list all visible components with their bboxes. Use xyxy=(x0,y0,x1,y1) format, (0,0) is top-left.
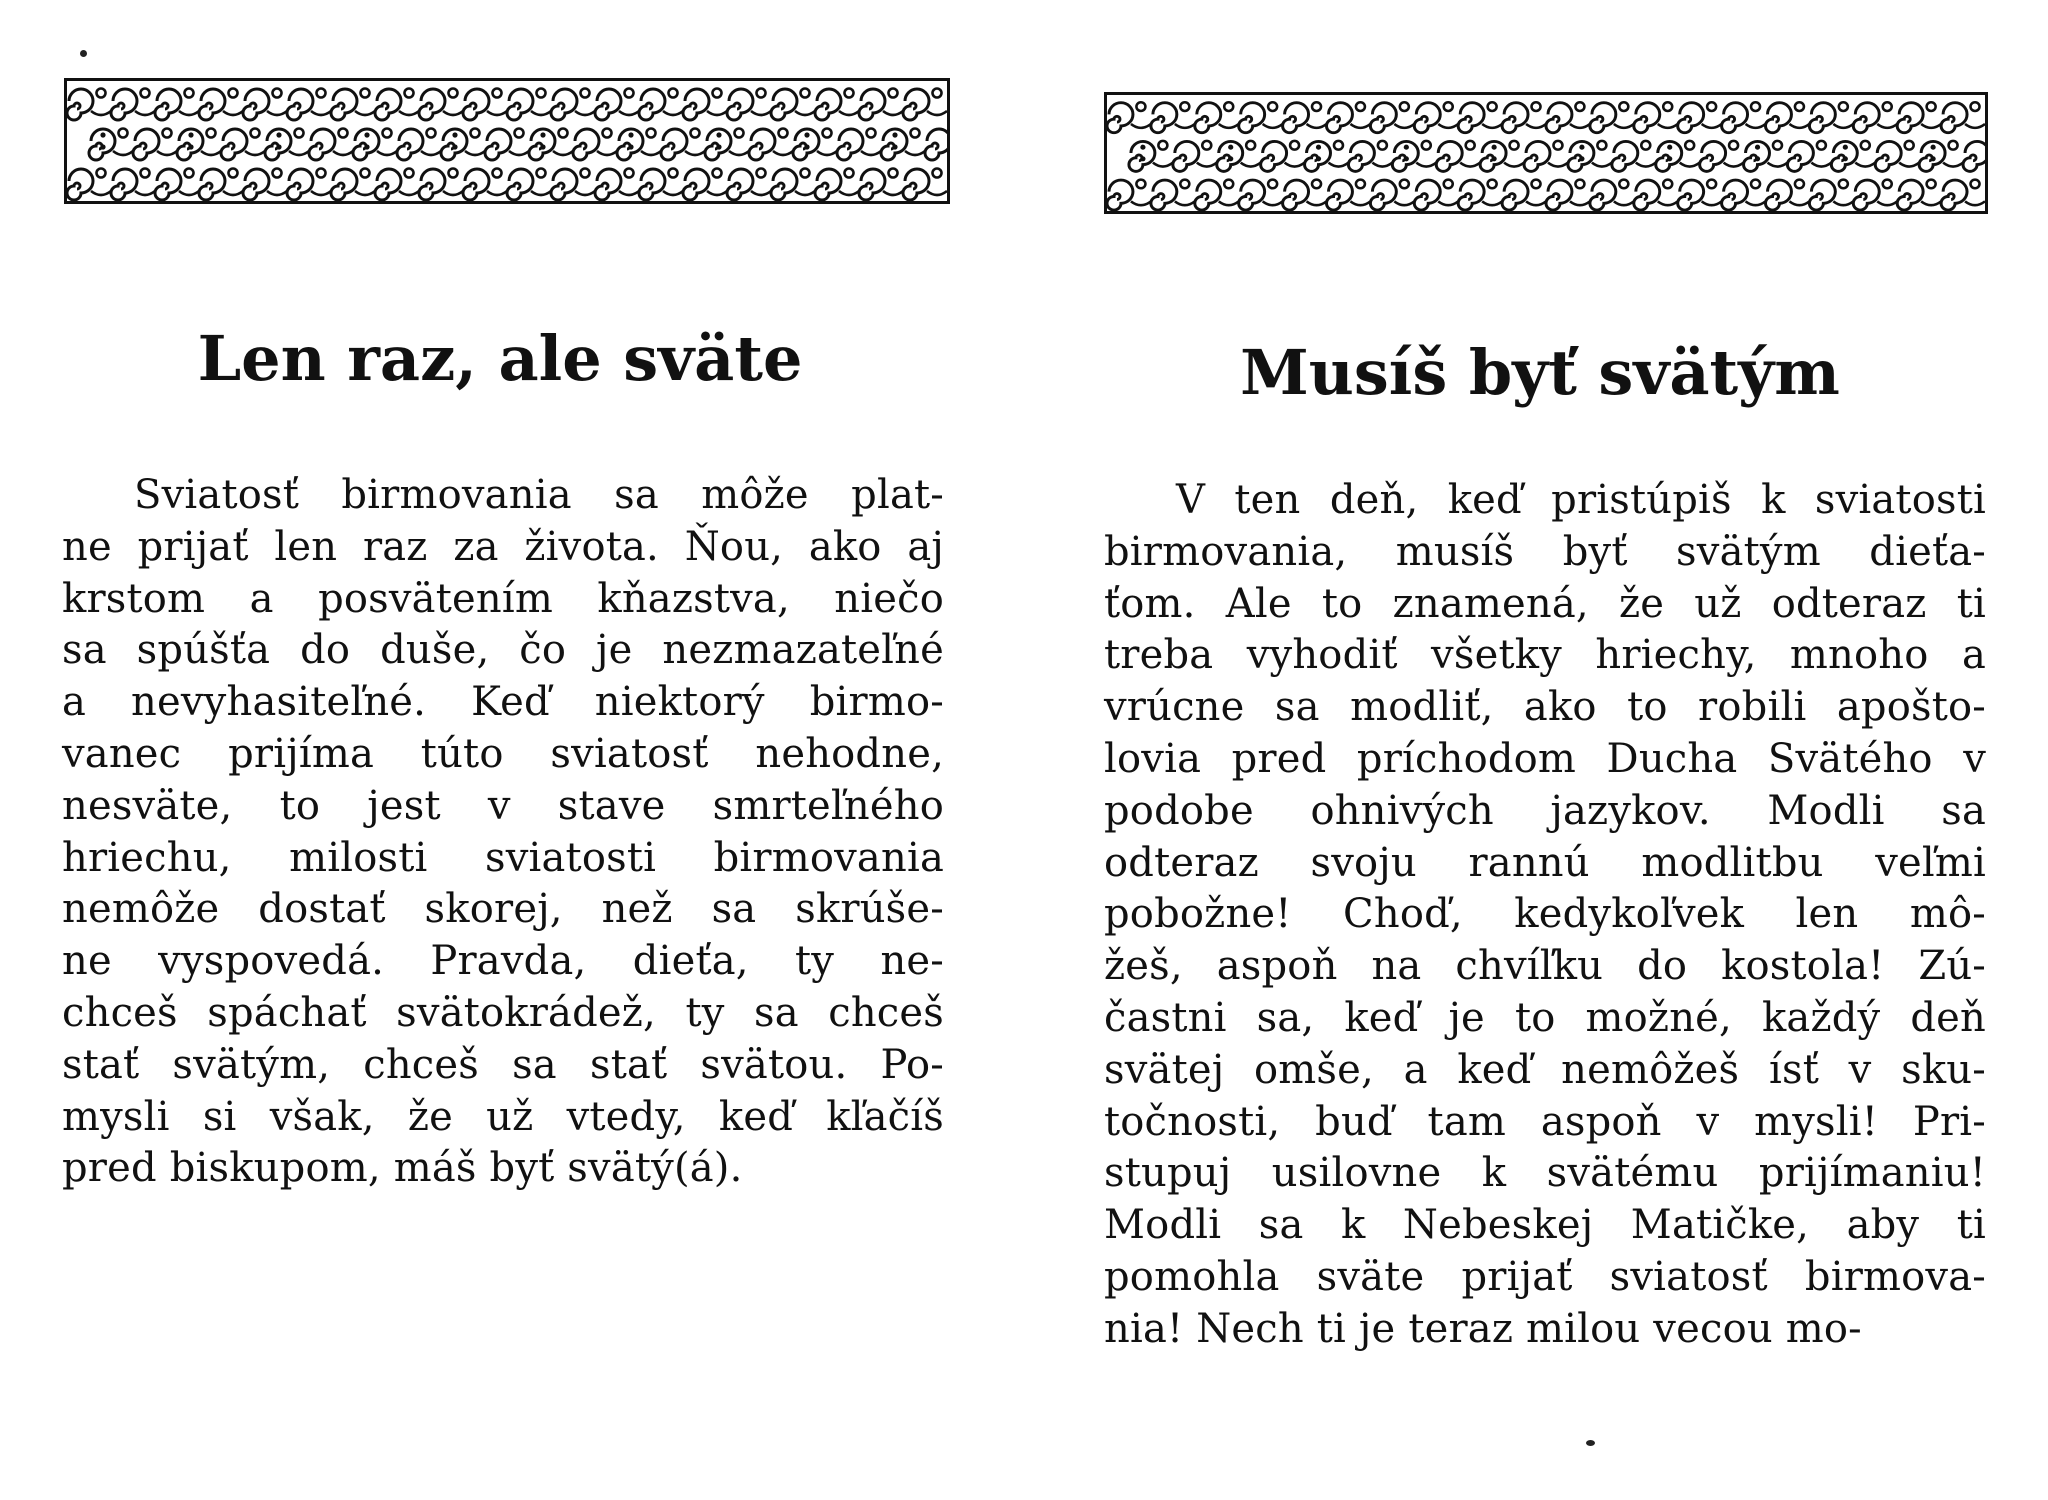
ornament-border-icon xyxy=(64,78,950,204)
text-line: odteraz svoju rannú modlitbu veľmi xyxy=(1104,839,1986,886)
text-line: chceš spáchať svätokrádež, ty sa chceš xyxy=(62,989,944,1036)
text-line: stupuj usilovne k svätému prijímaniu! xyxy=(1104,1150,1986,1197)
text-line: treba vyhodiť všetky hriechy, mnoho a xyxy=(1104,632,1986,679)
text-line: mysli si však, že už vtedy, keď kľačíš xyxy=(62,1093,944,1140)
text-line: vrúcne sa modliť, ako to robili apošto- xyxy=(1104,684,1986,731)
text-line: stať svätým, chceš sa stať svätou. Po- xyxy=(62,1041,944,1088)
text-line: podobe ohnivých jazykov. Modli sa xyxy=(1104,787,1986,834)
text-line: a nevyhasiteľné. Keď niektorý birmo- xyxy=(62,679,944,726)
text-line: krstom a posvätením kňazstva, niečo xyxy=(62,575,944,622)
text-line: nia! Nech ti je teraz milou vecou mo- xyxy=(1104,1305,1862,1352)
text-line: pobožne! Choď, kedykoľvek len mô- xyxy=(1104,891,1986,938)
text-line: ne vyspovedá. Pravda, dieťa, ty ne- xyxy=(62,938,944,985)
chapter-title: Musíš byť svätým xyxy=(1240,336,1840,409)
left-page xyxy=(0,0,1000,1500)
body-text xyxy=(62,470,944,1195)
text-line: Sviatosť birmovania sa môže plat- xyxy=(134,472,944,518)
text-line: ťom. Ale to znamená, že už odteraz ti xyxy=(1104,580,1986,627)
ink-speck xyxy=(80,50,87,57)
text-line: lovia pred príchodom Ducha Svätého v xyxy=(1104,735,1986,782)
text-line: nemôže dostať skorej, než sa skrúše- xyxy=(62,886,944,933)
text-line: nesväte, to jest v stave smrteľného xyxy=(62,782,944,829)
text-line: svätej omše, a keď nemôžeš ísť v sku- xyxy=(1104,1046,1986,1093)
body-text xyxy=(1104,475,1986,1356)
text-line: točnosti, buď tam aspoň v mysli! Pri- xyxy=(1104,1098,1986,1145)
text-line: pomohla sväte prijať sviatosť birmova- xyxy=(1104,1253,1986,1300)
text-line: V ten deň, keď pristúpiš k sviatosti xyxy=(1176,477,1986,523)
ink-speck xyxy=(1586,1440,1595,1446)
text-line: častni sa, keď je to možné, každý deň xyxy=(1104,994,1986,1041)
text-line: sa spúšťa do duše, čo je nezmazateľné xyxy=(62,627,944,674)
ornament-border-icon xyxy=(1104,92,1988,214)
text-line: Modli sa k Nebeskej Matičke, aby ti xyxy=(1104,1202,1986,1249)
text-line: pred biskupom, máš byť svätý(á). xyxy=(62,1145,743,1192)
text-line: hriechu, milosti sviatosti birmovania xyxy=(62,834,944,881)
text-line: vanec prijíma túto sviatosť nehodne, xyxy=(62,730,944,777)
text-line: ne prijať len raz za života. Ňou, ako aj xyxy=(62,523,944,570)
text-line: žeš, aspoň na chvíľku do kostola! Zú- xyxy=(1104,943,1986,990)
right-page xyxy=(1040,0,2048,1500)
chapter-title: Len raz, ale sväte xyxy=(197,322,803,395)
text-line: birmovania, musíš byť svätým dieťa- xyxy=(1104,528,1986,575)
